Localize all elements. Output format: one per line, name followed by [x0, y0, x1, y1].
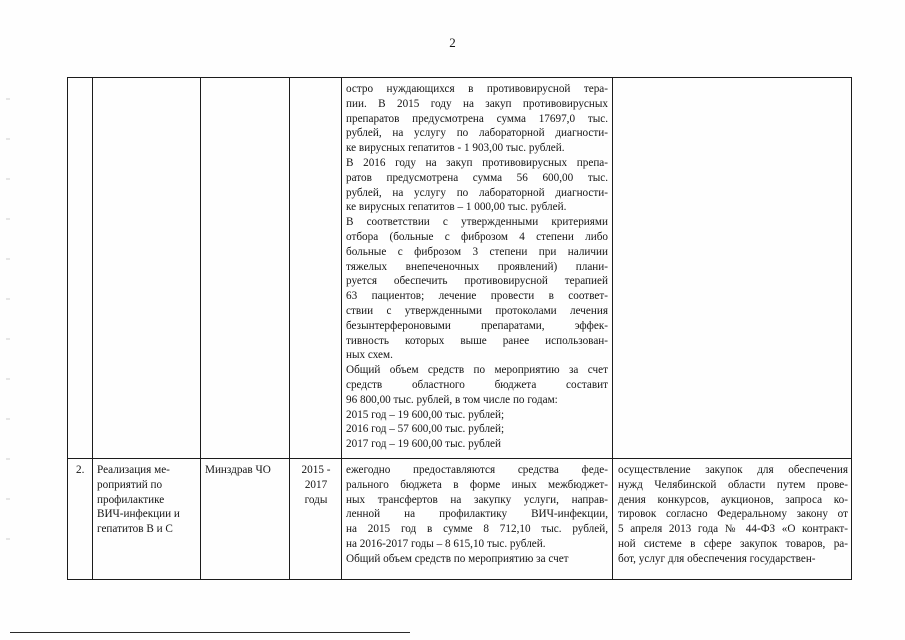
text-line: пии. В 2015 году на закуп противовирусных	[346, 97, 608, 110]
text-line: 2015 -	[301, 464, 331, 476]
column-divider	[92, 77, 93, 580]
text-line: тивность которых выше ранее использован-	[346, 334, 608, 347]
text-line: В соответствии с утвержденными критериями	[346, 216, 608, 229]
column-divider	[612, 77, 613, 580]
text-line: Общий объем средств по мероприятию за счет	[346, 364, 608, 377]
text-line: осуществление закупок для обеспечения	[618, 464, 848, 476]
text-line: остро нуждающихся в противовирусной тера-	[346, 83, 608, 95]
text-line: руется обеспечить противовирусной терапией	[346, 275, 608, 288]
text-line: гепатитов В и С	[97, 523, 173, 536]
text-line: дения конкурсов, аукционов, запроса ко-	[618, 493, 848, 506]
text-line: ВИЧ-инфекции и	[97, 508, 180, 521]
text-line: ке вирусных гепатитов - 1 903,00 тыс. рублей.	[346, 142, 565, 155]
text-line: 96 800,00 тыс. рублей, в том числе по годам:	[346, 393, 558, 406]
column-divider	[289, 77, 290, 580]
text-line: В 2016 году на закуп противовирусных препа-	[346, 156, 608, 169]
text-line: 2017 год – 19 600,00 тыс. рублей	[346, 438, 501, 451]
continuation-description	[346, 82, 608, 452]
text-line: на 2016-2017 годы – 8 615,10 тыс. рублей.	[346, 537, 546, 550]
column-divider	[341, 77, 342, 580]
text-line: 2016 год – 57 600,00 тыс. рублей;	[346, 423, 505, 436]
text-line: профилактике	[97, 493, 165, 506]
text-line: ных схем.	[346, 349, 393, 362]
scan-artifact	[6, 60, 10, 540]
text-line: 2017	[304, 478, 328, 491]
row-number: 2.	[76, 464, 85, 476]
text-line: больные с фиброзом 3 степени при наличии	[346, 245, 608, 258]
text-line: Общий объем средств по мероприятию за счет	[346, 552, 569, 565]
text-line: годы	[304, 493, 328, 506]
text-line: ежегодно предоставляются средства феде-	[346, 464, 608, 476]
text-line: на 2015 год в сумме 8 712,10 тыс. рублей,	[346, 523, 608, 536]
text-line: ствии с утвержденными протоколами лечения	[346, 304, 608, 317]
page-number: 2	[449, 35, 456, 50]
table-top-border	[67, 77, 852, 78]
text-line: 63 пациентов; лечение провести в соответ-	[346, 290, 608, 303]
text-line: тировок согласно Федеральному закону от	[618, 508, 848, 521]
text-line: нужд Челябинской области путем прове-	[618, 478, 848, 491]
text-line: рублей, на услугу по лабораторной диагности-	[346, 186, 608, 199]
text-line: ных трансфертов на закупку услуги, направ-	[346, 493, 608, 506]
footer-rule	[10, 632, 410, 633]
implementation-mechanism	[618, 463, 848, 567]
text-line: безынтерфероновыми препаратами, эффек-	[346, 319, 608, 332]
text-line: 2015 год – 19 600,00 тыс. рублей;	[346, 408, 505, 421]
text-line: рублей, на услугу по лабораторной диагности-	[346, 127, 608, 140]
text-line: рального бюджета в форме иных межбюджет-	[346, 478, 608, 491]
period	[292, 463, 340, 507]
text-line: 5 апреля 2013 года № 44-ФЗ «О контракт-	[618, 523, 848, 536]
measure-name	[97, 463, 199, 537]
table-right-border	[851, 77, 852, 580]
text-line: ке вирусных гепатитов – 1 000,00 тыс. рублей.	[346, 201, 567, 214]
text-line: Реализация ме-	[97, 464, 170, 476]
text-line: ной системе в сфере закупок товаров, ра-	[618, 537, 848, 550]
text-line: препаратов предусмотрена сумма 17697,0 тыс.	[346, 112, 608, 125]
text-line: средств областного бюджета составит	[346, 378, 608, 391]
text-line: отбора (больные с фиброзом 4 степени либо	[346, 230, 608, 243]
row-divider	[67, 458, 852, 459]
executor: Минздрав ЧО	[205, 464, 271, 476]
text-line: роприятий по	[97, 478, 163, 491]
table-bottom-border	[67, 579, 852, 580]
measure-description	[346, 463, 608, 567]
column-divider	[200, 77, 201, 580]
text-line: ленной на профилактику ВИЧ-инфекции,	[346, 508, 608, 521]
text-line: бот, услуг для обеспечения государствен-	[618, 552, 816, 565]
text-line: ратов предусмотрена сумма 56 600,00 тыс.	[346, 171, 608, 184]
table-left-border	[67, 77, 68, 580]
text-line: тяжелых внепеченочных проявлений) плани-	[346, 260, 608, 273]
